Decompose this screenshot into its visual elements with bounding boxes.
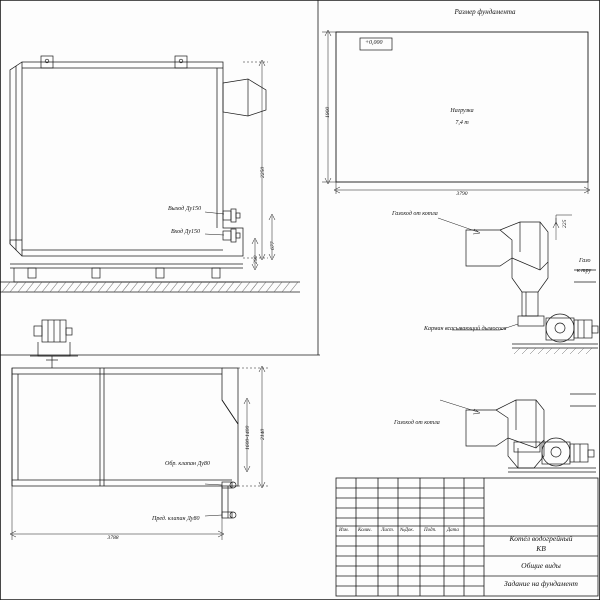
- plan-view-nozzles: [222, 482, 236, 518]
- plan-length-dim: 3788: [107, 535, 119, 541]
- reverse-valve-label: Обр. клапан Ду80: [165, 461, 210, 467]
- outlet-nozzle-label: Выход Ду150: [168, 206, 202, 212]
- foundation-load-value: 7,4 т: [455, 120, 469, 126]
- suction-box-label: Карман всасывающий дымососа: [424, 326, 507, 332]
- elevation-mark-label: +0,000: [365, 40, 383, 46]
- title-block-col-5: Дата: [447, 528, 459, 533]
- inlet-nozzle-label: Вход Ду150: [171, 229, 201, 235]
- foundation-plan-title: Размер фундамента: [454, 8, 516, 16]
- title-block-col-4: Подп.: [424, 528, 437, 533]
- plan-width-outer-dim: 2140: [260, 428, 266, 440]
- plan-width-inner-dim: 1600-1400: [245, 425, 251, 450]
- flue-lower-from-boiler-label: Газоход от котла: [394, 420, 440, 426]
- boiler-support-frame: [10, 264, 243, 282]
- stamp-line-4: Задание на фундамент: [504, 579, 578, 588]
- boiler-side-elevation: [10, 62, 243, 256]
- boiler-flue-outlet: [223, 79, 266, 116]
- flue-upper-small-dim: 225: [562, 219, 568, 228]
- flue-upper-leaders: [438, 215, 572, 330]
- dimension-lines-plan: [10, 366, 268, 540]
- foundation-plan: [336, 32, 588, 182]
- flue-lower-leaders: [440, 400, 480, 414]
- title-block-col-2: Лист.: [381, 528, 395, 533]
- leader-lines-side: [205, 212, 224, 235]
- plan-view-motor: [30, 320, 78, 368]
- flue-upper-hatch: [514, 348, 592, 354]
- stamp-line-3: Общие виды: [521, 561, 561, 570]
- flue-upper-from-boiler-label: Газоход от котла: [392, 211, 438, 217]
- flue-upper-to-chimney-line2: к тру: [577, 268, 592, 274]
- title-block-col-1: Колич.: [358, 528, 372, 533]
- foundation-height-dim: 1900: [325, 106, 331, 118]
- foundation-width-dim: 3790: [456, 191, 468, 197]
- title-block-col-3: №Док.: [400, 528, 414, 533]
- stamp-line-1: Котёл водогрейный: [509, 534, 573, 543]
- title-block-col-0: Изм.: [339, 528, 349, 533]
- foundation-load-label: Нагрузка: [450, 108, 474, 114]
- boiler-plan-view: [12, 368, 238, 486]
- safety-valve-label: Пред. клапан Ду80: [152, 516, 200, 522]
- ground-hatch: [0, 282, 300, 292]
- stamp-line-2: КВ: [536, 544, 546, 553]
- flue-assembly-lower: [466, 394, 596, 472]
- side-base-height-dim: 290: [253, 255, 259, 264]
- side-total-height-dim: 2250: [260, 166, 266, 178]
- side-outlet-height-dim: 677: [270, 241, 276, 250]
- boiler-nozzles: [223, 209, 240, 242]
- plan-leader-lines: [205, 484, 222, 516]
- flue-upper-to-chimney-line1: Газо: [579, 258, 591, 264]
